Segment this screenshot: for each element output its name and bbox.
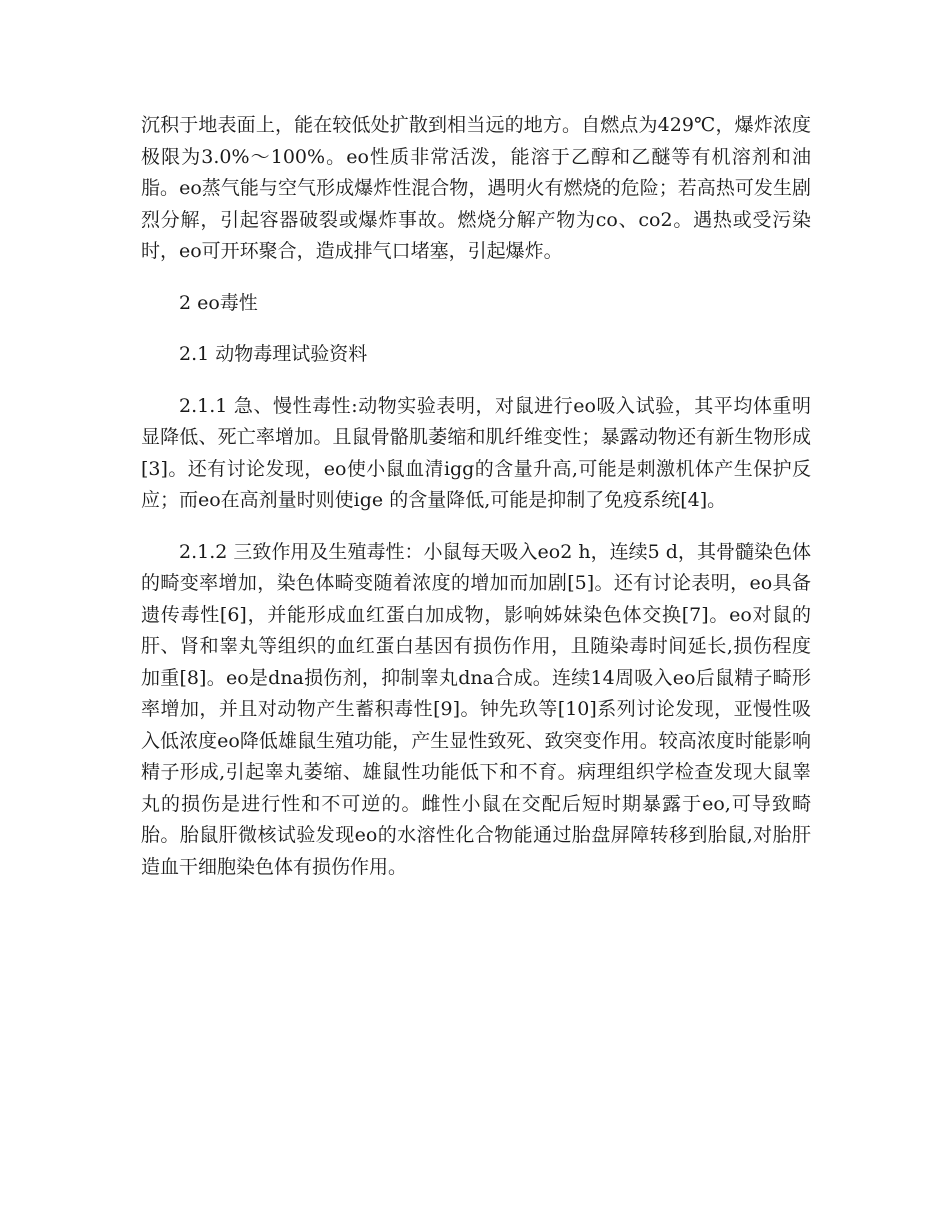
subsection-heading-2-1: 2.1 动物毒理试验资料 xyxy=(179,343,368,365)
paragraph-continued: 沉积于地表面上，能在较低处扩散到相当远的地方。自燃点为429℃，爆炸浓度极限为3.0%～100%。eo性质非常活泼，能溶于乙醇和乙醚等有机溶剂和油脂。eo蒸气能与空气形成爆炸性混合物，遇明火有燃烧的危险；若高热可发生剧烈分解，引起容器破裂或爆炸事故。燃烧分解产物为co、co2。遇热或受污染时，eo可开环聚合，造成排气口堵塞，引起爆炸。 xyxy=(141,114,811,262)
paragraph-2-1-2: 2.1.2 三致作用及生殖毒性：小鼠每天吸入eo2 h，连续5 d，其骨髓染色体的畸变率增加，染色体畸变随着浓度的增加而加剧[5]。还有讨论表明，eo具备遗传毒性[6]，并能形成血红蛋白加成物，影响姊妹染色体交换[7]。eo对鼠的肝、肾和睾丸等组织的血红蛋白基因有损伤作用，且随染毒时间延长,损伤程度加重[8]。eo是dna损伤剂，抑制睾丸dna合成。连续14周吸入eo后鼠精子畸形率增加，并且对动物产生蓄积毒性[9]。钟先玖等[10]系列讨论发现，亚慢性吸入低浓度eo降低雄鼠生殖功能，产生显性致死、致突变作用。较高浓度时能影响精子形成,引起睾丸萎缩、雄鼠性功能低下和不育。病理组织学检查发现大鼠睾丸的损伤是进行性和不可逆的。雌性小鼠在交配后短时期暴露于eo,可导致畸胎。胎鼠肝微核试验发现eo的水溶性化合物能通过胎盘屏障转移到胎鼠,对胎肝造血干细胞染色体有损伤作用。 xyxy=(141,540,811,878)
paragraph-2-1-1: 2.1.1 急、慢性毒性:动物实验表明，对鼠进行eo吸入试验，其平均体重明显降低、死亡率增加。且鼠骨骼肌萎缩和肌纤维变性；暴露动物还有新生物形成[3]。还有讨论发现，eo使小鼠血清igg的含量升高,可能是刺激机体产生保护反应；而eo在高剂量时则使ige 的含量降低,可能是抑制了免疫系统[4]。 xyxy=(141,394,811,511)
section-heading-2: 2 eo毒性 xyxy=(179,291,258,314)
document-body xyxy=(141,110,811,883)
